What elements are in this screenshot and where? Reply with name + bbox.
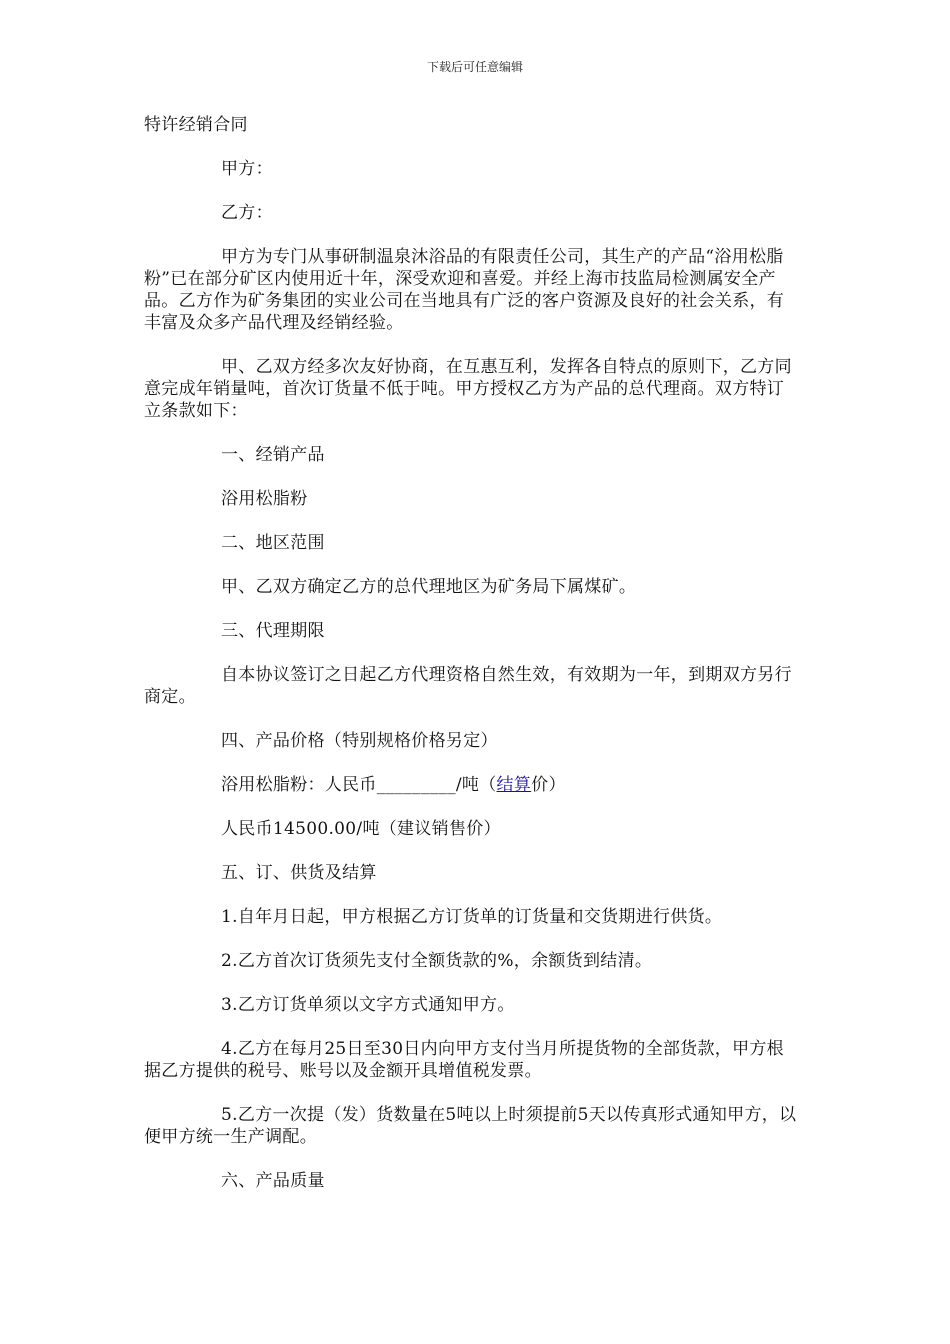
section-1-body: 浴用松脂粉 bbox=[221, 489, 308, 509]
section-5-item-4: 4.乙方在每月25日至30日内向甲方支付当月所提货物的全部货款，甲方根据乙方提供的税号、账号以及金额开具增值税发票。 bbox=[144, 1039, 784, 1081]
section-5-item-1: 1.自年月日起，甲方根据乙方订货单的订货量和交货期进行供货。 bbox=[221, 907, 723, 927]
intro-paragraph-2: 甲、乙双方经多次友好协商，在互惠互利，发挥各自特点的原则下，乙方同意完成年销量吨，首次订货量不低于吨。甲方授权乙方为产品的总代理商。双方特订立条款如下： bbox=[144, 357, 792, 421]
intro-paragraph-1: 甲方为专门从事研制温泉沐浴品的有限责任公司，其生产的产品“浴用松脂粉”已在部分矿区内使用近十年，深受欢迎和喜爱。并经上海市技监局检测属安全产品。乙方作为矿务集团的实业公司在当地具有广泛的客户资源及良好的社会关系，有丰富及众多产品代理及经销经验。 bbox=[144, 247, 785, 333]
section-3-title: 三、代理期限 bbox=[221, 621, 325, 641]
price-line-prefix: 浴用松脂粉：人民币_________/吨（ bbox=[221, 775, 497, 795]
party-b-line: 乙方： bbox=[221, 203, 273, 223]
settlement-link[interactable]: 结算 bbox=[496, 775, 532, 795]
section-3-body: 自本协议签订之日起乙方代理资格自然生效，有效期为一年，到期双方另行商定。 bbox=[144, 665, 792, 707]
section-5-title: 五、订、供货及结算 bbox=[221, 863, 377, 883]
section-2-body: 甲、乙双方确定乙方的总代理地区为矿务局下属煤矿。 bbox=[221, 577, 637, 597]
page-header: 下载后可任意编辑 bbox=[426, 60, 523, 74]
party-a-line: 甲方： bbox=[221, 159, 273, 179]
section-6-title: 六、产品质量 bbox=[221, 1171, 325, 1191]
section-5-item-3: 3.乙方订货单须以文字方式通知甲方。 bbox=[221, 995, 515, 1015]
price-line-suggested: 人民币14500.00/吨（建议销售价） bbox=[221, 819, 501, 839]
section-5-item-5: 5.乙方一次提（发）货数量在5吨以上时须提前5天以传真形式通知甲方，以便甲方统一生产调配。 bbox=[144, 1105, 797, 1147]
document-title: 特许经销合同 bbox=[144, 115, 248, 135]
section-1-title: 一、经销产品 bbox=[221, 445, 325, 465]
price-line-settlement bbox=[144, 774, 798, 796]
document-body bbox=[144, 114, 798, 1192]
price-line-suffix: 价） bbox=[531, 775, 566, 795]
section-4-title: 四、产品价格（特别规格价格另定） bbox=[221, 731, 498, 751]
section-5-item-2: 2.乙方首次订货须先支付全额货款的%，余额货到结清。 bbox=[221, 951, 653, 971]
section-2-title: 二、地区范围 bbox=[221, 533, 325, 553]
